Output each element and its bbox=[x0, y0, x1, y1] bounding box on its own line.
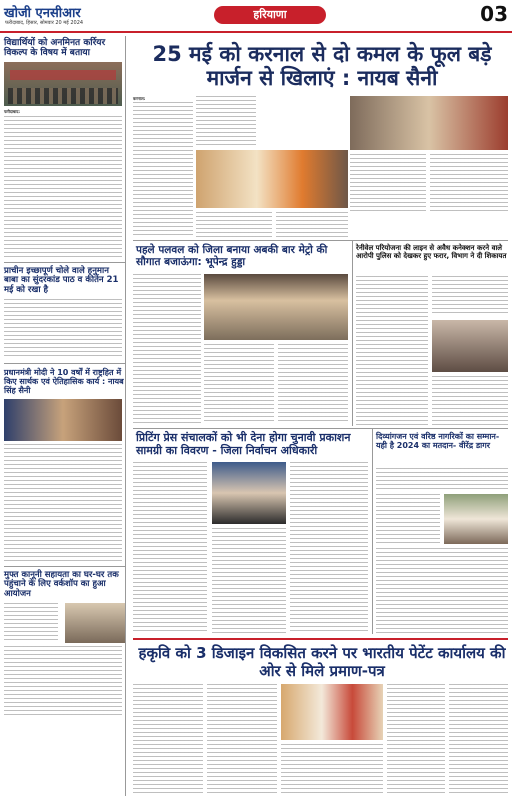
patent-body-col1 bbox=[133, 684, 203, 794]
masthead bbox=[0, 0, 512, 34]
renewal-body-col2 bbox=[432, 276, 508, 316]
story3-headline: प्रधानमंत्री मोदी ने 10 वर्षों में राष्ट्रहित में किए सार्थक एवं ऐतिहासिक कार्य : नायब सिंह सैनी bbox=[4, 367, 124, 396]
story4-headline: मुफ्त कानूनी सहायता का घर-घर तक पहुंचाने के लिए वर्कशॉप का हुआ आयोजन bbox=[4, 569, 119, 600]
renewal-headline: रेनीवेल परियोजना की लाइन से अवैध कनेक्शन करने वाले आरोपी पुलिस को देखकर हुए फरार, विभाग ने दी शिकायत bbox=[356, 244, 507, 261]
lead-body-col2 bbox=[196, 96, 256, 146]
story2-headline: प्राचीन इच्छापूर्ण चोले वाले हनुमान बाबा का सुंदरकांड पाठ व कीर्तन 21 मई को रखा है bbox=[4, 265, 119, 296]
divider bbox=[133, 428, 508, 429]
story2-body bbox=[4, 299, 122, 359]
divider bbox=[133, 638, 508, 640]
print-photo bbox=[212, 462, 286, 524]
story1-headline: विद्यार्थियों को अनमिनत कर्रियर विकल्प के विषय में बताया bbox=[4, 38, 106, 59]
print-headline: प्रिटिंग प्रेस संचालकों को भी देना होगा चुनावी प्रकाशन सामग्री का विवरण - जिला निर्वाचन अधिकारी bbox=[136, 431, 351, 457]
divider bbox=[4, 363, 125, 364]
elderly-photo bbox=[444, 494, 508, 544]
story4-body-cont bbox=[4, 646, 122, 716]
page-number: 03 bbox=[480, 2, 508, 26]
patent-body-col4 bbox=[387, 684, 445, 794]
lead-body-col1 bbox=[133, 102, 193, 238]
palwal-headline: पहले पलवल को जिला बनाया अबकी बार मेट्रो की सौगात बजाऊंगा: भूपेन्द्र हुड्डा bbox=[136, 244, 328, 269]
patent-photo bbox=[281, 684, 383, 740]
banner-shape bbox=[10, 70, 116, 80]
masthead-rule bbox=[0, 31, 512, 33]
story1-body bbox=[4, 116, 122, 258]
story3-body bbox=[4, 444, 122, 562]
palwal-photo bbox=[204, 274, 348, 340]
renewal-body-col1 bbox=[356, 276, 428, 426]
patent-body-col3 bbox=[281, 744, 383, 794]
divider bbox=[133, 240, 508, 241]
section-label: हरियाणा bbox=[214, 6, 326, 24]
dateline: फरीदाबाद, हिसार, सोमवार 20 मई 2024 bbox=[5, 20, 84, 26]
divider bbox=[352, 240, 353, 426]
patent-body-col2 bbox=[207, 684, 277, 794]
divider bbox=[4, 262, 125, 263]
print-body-col2 bbox=[212, 528, 286, 634]
renewal-photo bbox=[432, 320, 508, 372]
lead-dateline: करनाल: bbox=[133, 96, 146, 101]
elderly-headline: दिव्यांगजन एवं वरिष्ठ नागरिकों का सम्मान- यही है 2024 का मतदान- वीरेंद्र डागर bbox=[376, 432, 500, 451]
lead-photo-2 bbox=[350, 96, 508, 150]
lead-body-col5 bbox=[430, 154, 508, 214]
palwal-body-col3 bbox=[278, 344, 348, 424]
elderly-body-bottom bbox=[376, 548, 508, 634]
divider bbox=[372, 428, 373, 634]
story3-photo bbox=[4, 399, 122, 441]
lead-body-col2b bbox=[196, 212, 272, 238]
lead-body-col4 bbox=[350, 154, 426, 214]
divider bbox=[4, 566, 125, 567]
patent-headline: हकृवि को 3 डिजाइन विकसित करने पर भारतीय पेटेंट कार्यालय की ओर से मिले प्रमाण-पत्र bbox=[138, 644, 506, 680]
audience-shape bbox=[8, 88, 118, 104]
publication-logo: खोजी एनसीआर bbox=[4, 6, 81, 21]
lead-photo-1 bbox=[196, 150, 348, 208]
lead-headline: 25 मई को करनाल से दो कमल के फूल बड़े मार्जन से खिलाएं : नायब सैनी bbox=[152, 42, 492, 90]
print-body-col1 bbox=[133, 462, 207, 634]
print-body-col3 bbox=[290, 462, 368, 634]
palwal-body-col1 bbox=[133, 274, 201, 424]
renewal-body-col2b bbox=[432, 376, 508, 426]
left-column bbox=[4, 36, 126, 796]
elderly-body-top bbox=[376, 468, 508, 490]
palwal-body-col2 bbox=[204, 344, 274, 424]
story4-photo bbox=[65, 603, 125, 643]
story1-dateline: फरीदाबाद: bbox=[4, 108, 20, 114]
elderly-body-col1 bbox=[376, 494, 440, 544]
story1-photo bbox=[4, 62, 122, 106]
lead-body-col3b bbox=[276, 212, 348, 238]
story4-body bbox=[4, 603, 58, 643]
patent-body-col5 bbox=[449, 684, 508, 794]
